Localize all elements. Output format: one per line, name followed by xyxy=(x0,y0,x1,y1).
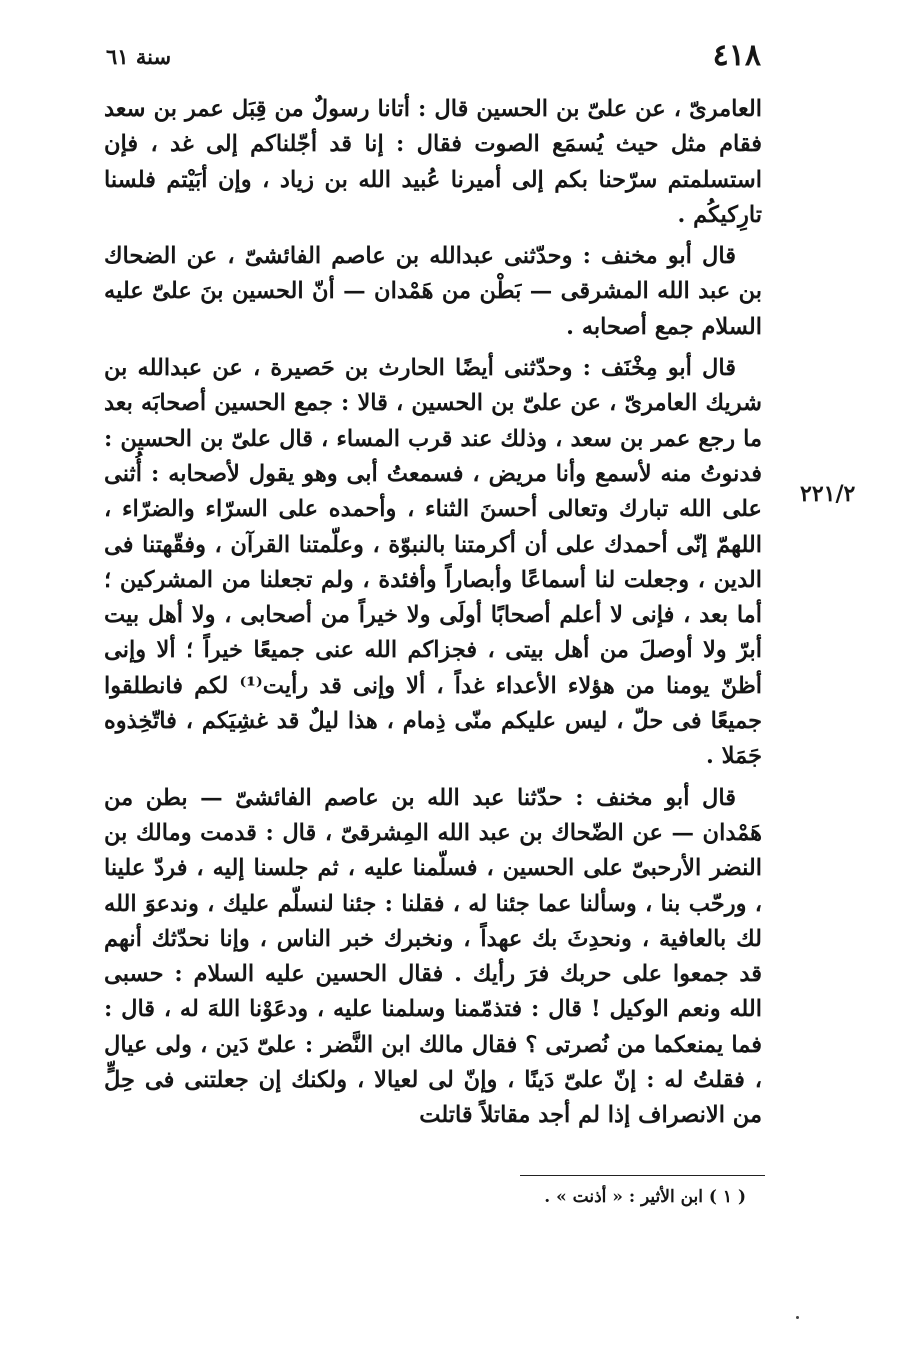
page-number: ٤١٨ xyxy=(712,38,761,73)
ink-speck xyxy=(796,1316,799,1319)
paragraph: قال أبو مِخْنَف : وحدّثنى أيضًا الحارث بن حَصيرة ، عن عبدالله بن شريك العامرىّ ، عن علىّ بن الحسين ، قالا : جمع الحسين أصحابَه بعد ما رجع عمر بن سعد ، وذلك عند قرب المساء ، قال علىّ بن الحسين : فدنوتُ منه لأسمع وأنا مريض ، فسمعتُ أبى وهو يقول لأصحابه : أُثنى على الله تبارك وتعالى أحسنَ الثناء ، وأحمده على السرّاء والضرّاء ، اللهمّ إنّى أحمدك على أن أكرمتنا بالنبوّة ، وعلّمتنا القرآن ، وفقّهتنا فى الدين ، وجعلت لنا أسماعًا وأبصاراً وأفئدة ، ولم تجعلنا من المشركين ؛ أما بعد ، فإنى لا أعلم أصحابًا أولَى ولا خيراً من أصحابى ، ولا أهل بيت أبرّ ولا أوصلَ من أهل بيتى ، فجزاكم الله عنى جميعًا خيراً ؛ ألا وإنى أظنّ يومنا من هؤلاء الأعداء غداً ، ألا وإنى قد رأيت⁽¹⁾ لكم فانطلقوا جميعًا فى حلّ ، ليس عليكم منّى ذِمام ، هذا ليلٌ قد غشِيَكم ، فاتّخِذوه جَمَلا . xyxy=(104,355,762,770)
main-text xyxy=(104,92,762,1140)
footnote-divider xyxy=(520,1175,765,1176)
running-head: سنة ٦١ xyxy=(106,44,172,69)
paragraph: العامرىّ ، عن علىّ بن الحسين قال : أتانا رسولٌ من قِبَل عمر بن سعد فقام مثل حيث يُسمَع الصوت فقال : إنا قد أجّلناكم إلى غد ، فإن استسلمتم سرّحنا بكم إلى أميرنا عُبيد الله بن زياد ، وإن أبَيْتم فلسنا تارِكيكُم . xyxy=(104,96,762,228)
footnote: ( ١ ) ابن الأثير : « أذنت » . xyxy=(544,1187,746,1207)
paragraph: قال أبو مخنف : وحدّثنى عبدالله بن عاصم الفائشىّ ، عن الضحاك بن عبد الله المشرقى — بَطْن من هَمْدان — أنّ الحسين بنَ علىّ عليه السلام جمع أصحابه . xyxy=(104,243,762,340)
paragraph: قال أبو مخنف : حدّثنا عبد الله بن عاصم الفائشىّ — بطن من هَمْدان — عن الضّحاك بن عبد الله المِشرقىّ ، قال : قدمت ومالك بن النضر الأرحبىّ على الحسين ، فسلّمنا عليه ، ثم جلسنا إليه ، فردّ علينا ، ورحّب بنا ، وسألنا عما جئنا له ، فقلنا : جئنا لنسلّم عليك ، وندعوَ الله لك بالعافية ، ونحدِثَ بك عهداً ، ونخبرك خبر الناس ، وإنا نحدّثك أنهم قد جمعوا على حربك فرَ رأيك . فقال الحسين عليه السلام : حسبى الله ونعم الوكيل ! قال : فتذمّمنا وسلمنا عليه ، ودعَوْنا اللهَ له ، قال : فما يمنعكما من نُصرتى ؟ فقال مالك ابن النَّضر : علىّ دَين ، ولى عيال ، فقلتُ له : إنّ علىّ دَينًا ، وإنّ لى لعيالا ، ولكنك إن جعلتنى فى حِلٍّ من الانصراف إذا لم أجد مقاتلاً قاتلت xyxy=(104,784,762,1129)
page-header xyxy=(100,38,765,78)
margin-reference: ٢٢١/٢ xyxy=(800,481,856,507)
